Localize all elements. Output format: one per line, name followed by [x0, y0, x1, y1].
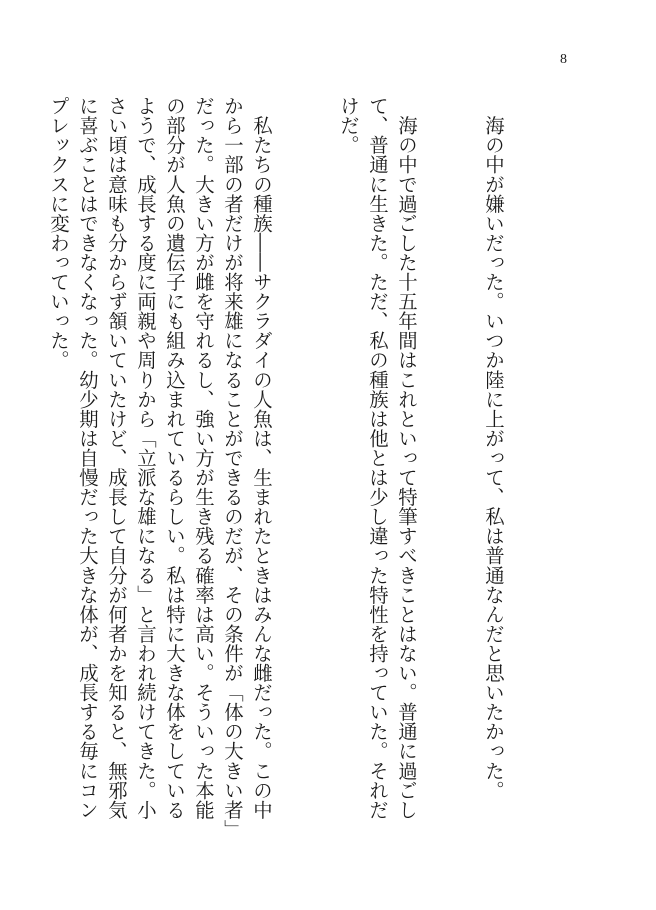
- page-number: 8: [560, 52, 567, 67]
- paragraph: 海の中で過ごした十五年間はこれといって特筆すべきことはない。普通に過ごして、普通に生きた。ただ、私の種族は他とは少し違った特性を持っていた。それだけだ。: [337, 96, 418, 820]
- paragraph: 私たちの種族――サクラダイの人魚は、生まれたときはみんな雌だった。この中から一部の者だけが将来雄になることができるのだが、その条件が「体の大きい者」だった。大きい方が雌を守れるし、強い方が生き残る確率は高い。そういった本能の部分が人魚の遺伝子にも組み込まれているらしい。私は特に大きな体をしているようで、成長する度に両親や周りから「立派な雄になる」と言われ続けてきた。小さい頃は意味も分からず頷いていたけど、成長して自分が何者かを知ると、無邪気に喜ぶことはできなくなった。幼少期は自慢だった大きな体が、成長する毎にコンプレックスに変わっていった。: [47, 96, 273, 830]
- body-text: [0, 96, 566, 838]
- paragraph: 海の中が嫌いだった。いつか陸に上がって、私は普通なんだと思いたかった。: [482, 96, 505, 800]
